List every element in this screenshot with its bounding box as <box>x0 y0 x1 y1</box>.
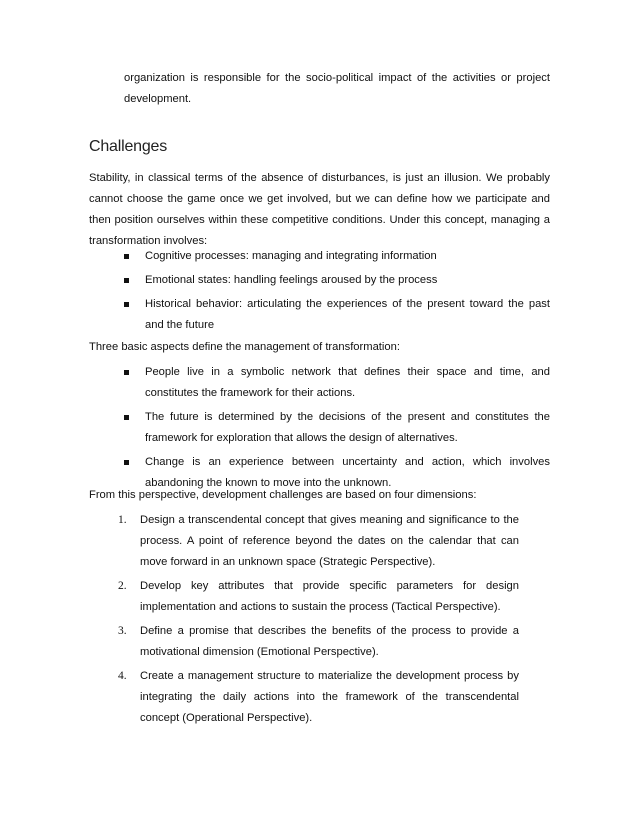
list-item-text: People live in a symbolic network that defines their space and time, and constitutes the framework for their actions. <box>145 366 550 399</box>
list-item-text: Define a promise that describes the benefits of the process to provide a motivational dimension (Emotional Perspective). <box>140 625 519 658</box>
list-item <box>124 362 550 404</box>
list-number: 1. <box>118 514 127 526</box>
bullet-list-processes <box>124 246 550 339</box>
list-item-text: Develop key attributes that provide specific parameters for design implementation and actions to sustain the process (Tactical Perspective). <box>140 580 519 613</box>
list-number: 3. <box>118 625 127 637</box>
list-item-text: Historical behavior: articulating the experiences of the present toward the past and the future <box>145 298 550 331</box>
list-item <box>118 666 519 729</box>
list-item-text: Create a management structure to materialize the development process by integrating the daily actions into the framework of the transcendental concept (Operational Perspective). <box>140 670 519 724</box>
square-bullet-icon <box>124 302 129 307</box>
square-bullet-icon <box>124 278 129 283</box>
square-bullet-icon <box>124 460 129 465</box>
intro-paragraph: Stability, in classical terms of the absence of disturbances, is just an illusion. We probably cannot choose the game once we get involved, but we can define how we participate and then position ourselves within these competitive conditions. Under this concept, managing a transformation involves: <box>89 172 550 247</box>
section-heading: Challenges <box>89 138 168 155</box>
list-item <box>124 294 550 336</box>
list-number: 4. <box>118 670 127 682</box>
list-item-text: Emotional states: handling feelings aroused by the process <box>145 274 438 286</box>
list-item <box>124 270 550 291</box>
numbered-list-dimensions <box>118 510 519 732</box>
list-item <box>118 510 519 573</box>
square-bullet-icon <box>124 370 129 375</box>
list-item-text: Change is an experience between uncertainty and action, which involves abandoning the known to move into the unknown. <box>145 456 550 489</box>
continuation-paragraph: organization is responsible for the socio-political impact of the activities or project development. <box>124 72 550 105</box>
square-bullet-icon <box>124 254 129 259</box>
list-item-text: The future is determined by the decisions of the present and constitutes the framework for exploration that allows the design of alternatives. <box>145 411 550 444</box>
list-item <box>118 621 519 663</box>
list-item <box>118 576 519 618</box>
list-item-text: Design a transcendental concept that gives meaning and significance to the process. A point of reference beyond the dates on the calendar that can move forward in an unknown space (Strategic Perspective). <box>140 514 519 568</box>
list-item <box>124 407 550 449</box>
list-item <box>124 246 550 267</box>
bullet-list-aspects <box>124 362 550 497</box>
aspects-intro-paragraph: Three basic aspects define the management of transformation: <box>89 341 400 353</box>
square-bullet-icon <box>124 415 129 420</box>
dimensions-intro-paragraph: From this perspective, development challenges are based on four dimensions: <box>89 489 477 501</box>
list-number: 2. <box>118 580 127 592</box>
list-item-text: Cognitive processes: managing and integrating information <box>145 250 437 262</box>
